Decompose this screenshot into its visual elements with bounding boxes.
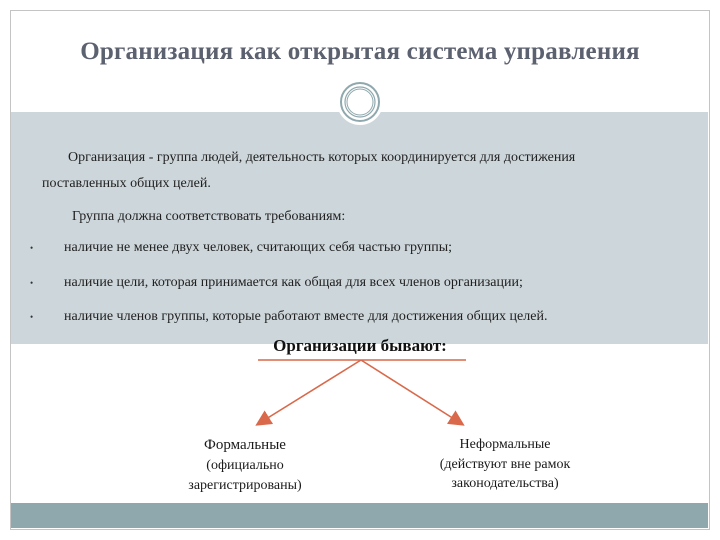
requirements-intro: Группа должна соответствовать требованиям: [72,209,346,224]
requirement-item-2: наличие цели, которая принимается как общая для всех членов организации; [64,275,523,290]
bullet-dot-icon: • [30,243,34,253]
informal-desc-2: законодательства) [451,476,559,491]
formal-title: Формальные [204,437,286,453]
informal-title: Неформальные [459,437,551,452]
formal-desc-2: зарегистрированы) [188,478,302,493]
arrow-to-informal [361,360,462,424]
slide-title: Организация как открытая система управления [80,38,640,65]
definition-line-2: поставленных общих целей. [42,176,211,191]
requirement-item-1: наличие не менее двух человек, считающих себя частью группы; [64,240,453,255]
bullet-dot-icon: • [30,312,34,322]
arrow-to-formal [258,360,361,424]
types-heading: Организации бывают: [273,336,447,355]
definition-line-1: Организация - группа людей, деятельность которых координируется для достижения [68,150,576,165]
requirement-item-3: наличие членов группы, которые работают вместе для достижения общих целей. [64,309,548,324]
bullet-dot-icon: • [30,278,34,288]
formal-desc-1: (официально [206,458,284,473]
informal-desc-1: (действуют вне рамок [439,457,571,472]
bottom-bar [11,503,708,528]
